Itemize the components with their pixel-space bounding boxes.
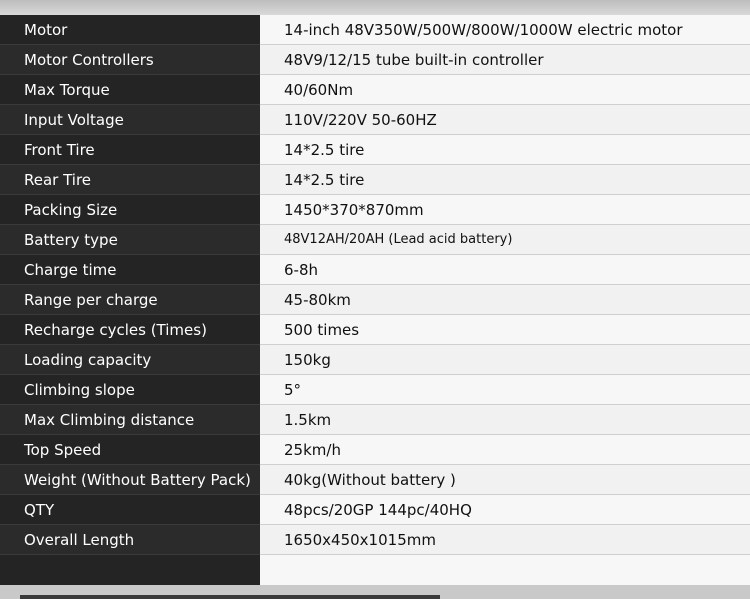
spec-value: 110V/220V 50-60HZ bbox=[260, 105, 750, 135]
spec-label: Rear Tire bbox=[0, 165, 260, 195]
spec-value-column bbox=[260, 15, 750, 585]
spec-label: Climbing slope bbox=[0, 375, 260, 405]
spec-label: Max Climbing distance bbox=[0, 405, 260, 435]
spec-label: Loading capacity bbox=[0, 345, 260, 375]
spec-value: 48V12AH/20AH (Lead acid battery) bbox=[260, 225, 750, 255]
spec-value: 5° bbox=[260, 375, 750, 405]
spec-value: 14*2.5 tire bbox=[260, 135, 750, 165]
spec-label: Input Voltage bbox=[0, 105, 260, 135]
spec-value: 25km/h bbox=[260, 435, 750, 465]
spec-value: 6-8h bbox=[260, 255, 750, 285]
spec-label: Motor Controllers bbox=[0, 45, 260, 75]
spec-value: 150kg bbox=[260, 345, 750, 375]
spec-value: 1650x450x1015mm bbox=[260, 525, 750, 555]
spec-value: 40kg(Without battery ) bbox=[260, 465, 750, 495]
spec-value: 14*2.5 tire bbox=[260, 165, 750, 195]
spec-value: 45-80km bbox=[260, 285, 750, 315]
spec-label: QTY bbox=[0, 495, 260, 525]
spec-label: Range per charge bbox=[0, 285, 260, 315]
spec-value: 500 times bbox=[260, 315, 750, 345]
spec-label: Charge time bbox=[0, 255, 260, 285]
top-strip bbox=[0, 0, 750, 15]
spec-label: Motor bbox=[0, 15, 260, 45]
spec-label: Max Torque bbox=[0, 75, 260, 105]
spec-value: 1450*370*870mm bbox=[260, 195, 750, 225]
spec-label: Battery type bbox=[0, 225, 260, 255]
spec-label: Recharge cycles (Times) bbox=[0, 315, 260, 345]
spec-label: Weight (Without Battery Pack) bbox=[0, 465, 260, 495]
spec-label: Front Tire bbox=[0, 135, 260, 165]
spec-label-column bbox=[0, 15, 260, 585]
spec-label: Overall Length bbox=[0, 525, 260, 555]
spec-value: 48pcs/20GP 144pc/40HQ bbox=[260, 495, 750, 525]
spec-value: 1.5km bbox=[260, 405, 750, 435]
spec-table bbox=[0, 15, 750, 585]
bottom-divider bbox=[20, 595, 440, 599]
spec-label: Packing Size bbox=[0, 195, 260, 225]
spec-label: Top Speed bbox=[0, 435, 260, 465]
spec-value: 40/60Nm bbox=[260, 75, 750, 105]
spec-value: 48V9/12/15 tube built-in controller bbox=[260, 45, 750, 75]
spec-value: 14-inch 48V350W/500W/800W/1000W electric motor bbox=[260, 15, 750, 45]
